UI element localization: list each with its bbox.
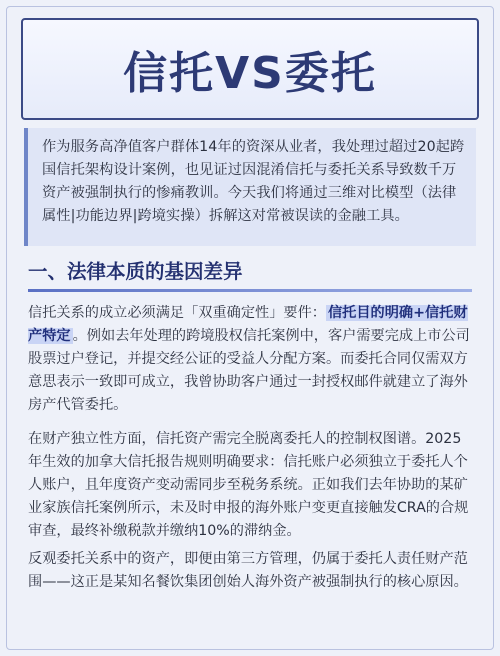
section-heading-underline	[28, 289, 472, 292]
title-banner	[21, 18, 479, 120]
highlight-text: 信托目的明确+信托财产特定	[28, 305, 468, 344]
section-heading-text: 一、法律本质的基因差异	[28, 260, 243, 283]
paragraph-1-lead: 信托关系的成立必须满足「双重确定性」要件：	[28, 305, 326, 321]
paragraph-1-rest: 。例如去年处理的跨境股权信托案例中，客户需要完成上市公司股票过户登记，并提交经公证的受益人分配方案。而委托合同仅需双方意思表示一致即可成立，我曾协助客户通过一封授权邮件就建立了海外房产代管委托。	[28, 328, 470, 413]
intro-text: 作为服务高净值客户群体14年的资深从业者，我处理过超过20起跨国信托架构设计案例，也见证过因混淆信托与委托关系导致数千万资产被强制执行的惨痛教训。今天我们将通过三维对比模型（法律属性|功能边界|跨境实操）拆解这对常被误读的金融工具。	[42, 139, 465, 224]
page-title: 信托VS委托	[123, 48, 377, 99]
paragraph-1	[28, 302, 474, 417]
section-heading	[28, 257, 472, 291]
paragraph-3: 反观委托关系中的资产，即便由第三方管理，仍属于委托人责任财产范围——这正是某知名餐饮集团创始人海外资产被强制执行的核心原因。	[28, 551, 468, 590]
paragraph-2: 在财产独立性方面，信托资产需完全脱离委托人的控制权图谱。2025年生效的加拿大信托报告规则明确要求：信托账户必须独立于委托人个人账户，且年度资产变动需同步至税务系统。正如我们去年协助的某矿业家族信托案例所示，未及时申报的海外账户变更直接触发CRA的合规审查，最终补缴税款并缴纳10%的滞纳金。	[28, 431, 469, 539]
intro-callout	[24, 128, 476, 246]
